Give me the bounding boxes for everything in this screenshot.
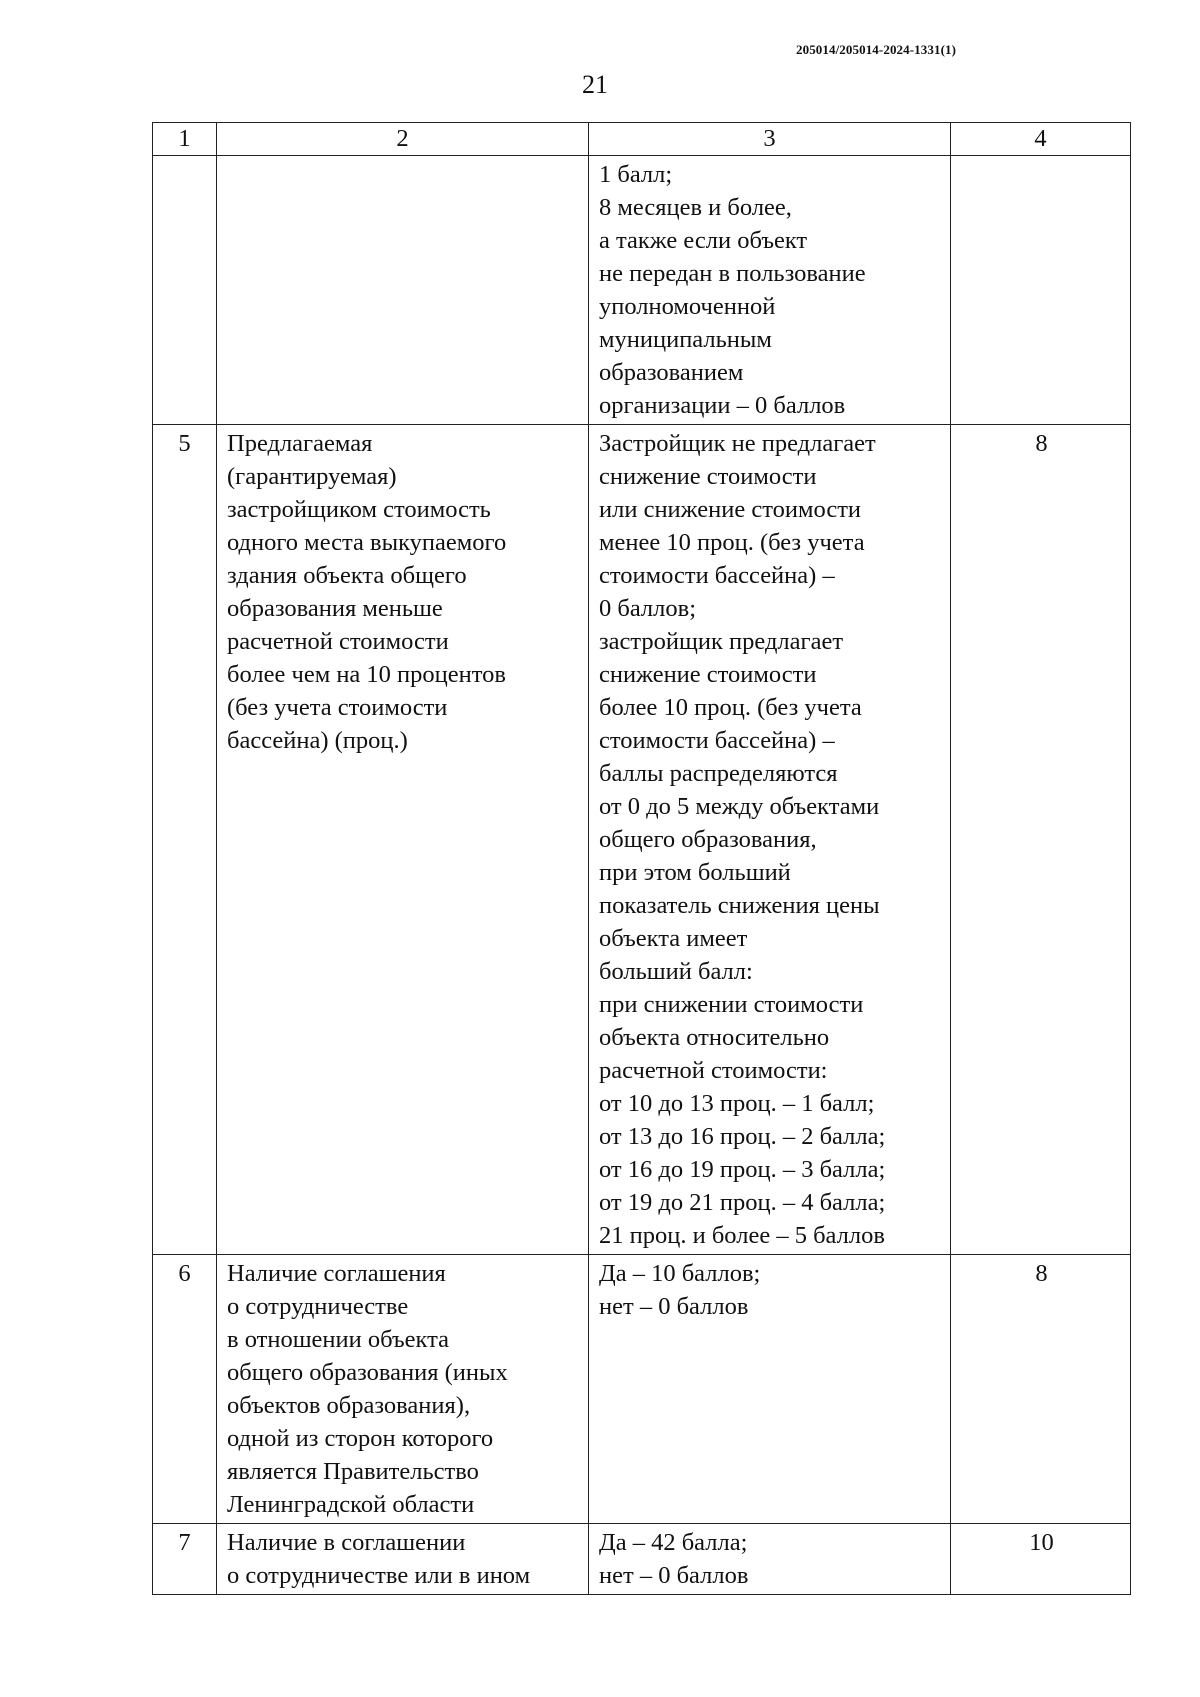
table-row — [153, 156, 1131, 425]
weight-value: 10 — [951, 1524, 1131, 1595]
page-number: 21 — [582, 70, 608, 99]
document-id: 205014/205014-2024-1331(1) — [796, 42, 957, 57]
weight-value: 8 — [951, 1255, 1131, 1524]
table-row — [153, 1524, 1131, 1595]
criteria-table — [152, 122, 1131, 1595]
criterion-text — [217, 156, 589, 425]
column-header-4: 4 — [951, 123, 1131, 156]
row-number: 6 — [153, 1255, 217, 1524]
criterion-text: Наличие в соглашении о сотрудничестве или в ином — [217, 1524, 589, 1595]
column-header-2: 2 — [217, 123, 589, 156]
table-row — [153, 1255, 1131, 1524]
criterion-text: Предлагаемая (гарантируемая) застройщиком стоимость одного места выкупаемого здания объекта общего образования меньше расчетной стоимости более чем на 10 процентов (без учета стоимости бассейна) (проц.) — [217, 425, 589, 1255]
column-header-3: 3 — [589, 123, 951, 156]
scoring-text: 1 балл; 8 месяцев и более, а также если объект не передан в пользование уполномоченной муниципальным образованием организации – 0 баллов — [589, 156, 951, 425]
weight-value — [951, 156, 1131, 425]
row-number — [153, 156, 217, 425]
table-header-row — [153, 123, 1131, 156]
row-number: 5 — [153, 425, 217, 1255]
weight-value: 8 — [951, 425, 1131, 1255]
scoring-text: Застройщик не предлагает снижение стоимости или снижение стоимости менее 10 проц. (без учета стоимости бассейна) – 0 баллов; застройщик предлагает снижение стоимости более 10 проц. (без учета стоимости бассейна) – баллы распределяются от 0 до 5 между объектами общего образования, при этом больший показатель снижения цены объекта имеет больший балл: при снижении стоимости объекта относительно расчетной стоимости: от 10 до 13 проц. – 1 балл; от 13 до 16 проц. – 2 балла; от 16 до 19 проц. – 3 балла; от 19 до 21 проц. – 4 балла; 21 проц. и более – 5 баллов — [589, 425, 951, 1255]
row-number: 7 — [153, 1524, 217, 1595]
column-header-1: 1 — [153, 123, 217, 156]
criterion-text: Наличие соглашения о сотрудничестве в отношении объекта общего образования (иных объектов образования), одной из сторон которого является Правительство Ленинградской области — [217, 1255, 589, 1524]
scoring-text: Да – 42 балла; нет – 0 баллов — [589, 1524, 951, 1595]
scoring-text: Да – 10 баллов; нет – 0 баллов — [589, 1255, 951, 1524]
table-row — [153, 425, 1131, 1255]
